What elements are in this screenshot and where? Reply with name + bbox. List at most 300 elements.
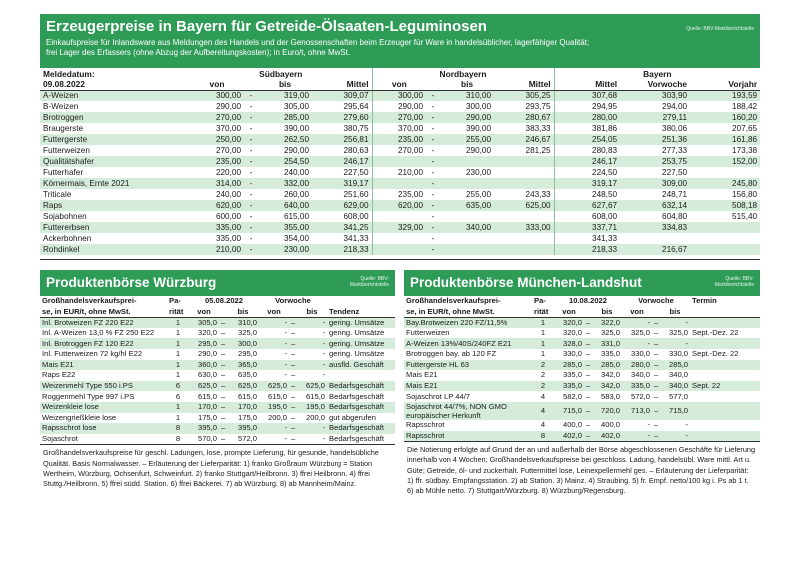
range-dash: – [221, 423, 226, 433]
vorwoche-von: - [259, 349, 289, 360]
termin [690, 420, 760, 431]
vorwoche-von: - [622, 317, 652, 328]
price-bis: 325,0 [592, 328, 622, 339]
range-dash: – [654, 430, 659, 440]
table-row [404, 328, 760, 339]
table-row [40, 338, 395, 349]
bayern-vorwoche: 216,67 [620, 244, 690, 255]
sued-bis: 319,00 [258, 90, 312, 101]
sued-von: 335,00 [190, 233, 244, 244]
description-line-1: Einkaufspreise für Inlandsware aus Meldungen des Handels und der Genossenschaften beim Erzeuger für Ware in handelsüblicher, lagerfähiger Qualität; [46, 38, 590, 47]
range-dash: – [654, 370, 659, 380]
bayern-vorjahr [690, 233, 760, 244]
range-dash: – [291, 370, 296, 380]
mue-col-von: von [622, 307, 652, 318]
range-dash: – [221, 317, 226, 327]
nord-mittel [494, 156, 554, 167]
product-name: Raps [40, 200, 190, 211]
paritaet: 2 [532, 370, 554, 381]
bayern-vorwoche: 253,75 [620, 156, 690, 167]
range-dash: – [654, 328, 659, 338]
vorwoche-von: 615,0 [259, 391, 289, 402]
nord-bis: 290,00 [440, 145, 494, 156]
range-dash: – [586, 430, 591, 440]
bayern-vorwoche: 294,00 [620, 101, 690, 112]
price-bis: 300,0 [227, 338, 259, 349]
nord-mittel [494, 244, 554, 255]
nord-dash: - [426, 145, 440, 156]
table-row [404, 360, 760, 371]
sued-dash: - [244, 189, 258, 200]
sued-von: 270,00 [190, 145, 244, 156]
product-name: Qualitätshafer [40, 156, 190, 167]
vorwoche-bis: - [297, 328, 327, 339]
nord-von: 620,00 [372, 200, 426, 211]
range-dash: – [654, 391, 659, 401]
price-von: 320,0 [554, 328, 584, 339]
tendenz: Bedarfsgeschäft [327, 381, 395, 392]
product-name: Brotroggen [40, 112, 190, 123]
vorwoche-bis: - [297, 370, 327, 381]
bayern-vorjahr [690, 222, 760, 233]
paritaet: 8 [167, 434, 189, 445]
nord-bis: 340,00 [440, 222, 494, 233]
price-von: 290,0 [189, 349, 219, 360]
tendenz: Bedarfsgeschäft [327, 402, 395, 413]
erzeugerpreise-panel [40, 14, 760, 260]
product-name: Sojaschrot 44/7%, NON GMO europäischer Herkunft [404, 402, 532, 420]
table-row [404, 338, 760, 349]
wue-col-vorwoche: Vorwoche [259, 296, 327, 307]
table-row [40, 145, 760, 156]
price-bis: 615,0 [227, 391, 259, 402]
product-name: Sojabohnen [40, 211, 190, 222]
paritaet: 4 [532, 402, 554, 420]
bayern-vorjahr: 188,42 [690, 101, 760, 112]
mue-col-von: von [554, 307, 584, 318]
nord-dash: - [426, 222, 440, 233]
range-dash: – [291, 338, 296, 348]
erzeugerpreise-table [40, 68, 760, 255]
price-von: 400,0 [554, 420, 584, 431]
vorwoche-bis: - [660, 420, 690, 431]
wue-col-product: Großhandelsverkaufsprei- [40, 296, 167, 307]
sued-dash: - [244, 167, 258, 178]
sued-mittel: 279,60 [312, 112, 372, 123]
sued-bis: 390,00 [258, 123, 312, 134]
table-row [40, 244, 760, 255]
vorwoche-bis: 577,0 [660, 391, 690, 402]
product-name: Inl. Brotroggen FZ 120 E22 [40, 338, 167, 349]
product-name: Mais E21 [404, 370, 532, 381]
wue-col-tendenz: Tendenz [327, 307, 395, 318]
col-mittel: Mittel [494, 79, 554, 90]
table-row [40, 156, 760, 167]
product-name: Raps E22 [40, 370, 167, 381]
sued-bis: 285,00 [258, 112, 312, 123]
sued-dash: - [244, 222, 258, 233]
nord-von: 270,00 [372, 112, 426, 123]
sued-dash: - [244, 178, 258, 189]
table-row [404, 431, 760, 442]
wue-col-date: 05.08.2022 [189, 296, 259, 307]
nord-dash: - [426, 134, 440, 145]
table-row [40, 101, 760, 112]
nord-bis: 230,00 [440, 167, 494, 178]
sued-bis: 615,00 [258, 211, 312, 222]
mue-col-paritaet: Pa- [532, 296, 554, 307]
wuerzburg-source: Quelle: BBV-Marktberichtstelle [349, 276, 389, 288]
bayern-vorjahr: 207,65 [690, 123, 760, 134]
bayern-vorjahr: 152,00 [690, 156, 760, 167]
tendenz [327, 370, 395, 381]
range-dash: – [654, 317, 659, 327]
table-row [404, 420, 760, 431]
product-name: Sojaschrot LP 44/7 [404, 391, 532, 402]
range-dash: – [586, 338, 591, 348]
price-von: 320,0 [189, 328, 219, 339]
range-dash: – [291, 402, 296, 412]
range-dash: – [221, 412, 226, 422]
vorwoche-bis: - [660, 338, 690, 349]
tendenz: ausfld. Geschäft [327, 360, 395, 371]
sued-bis: 355,00 [258, 222, 312, 233]
vorwoche-bis: - [297, 317, 327, 328]
sued-mittel: 295,64 [312, 101, 372, 112]
col-mittel: Mittel [312, 79, 372, 90]
wue-col-von: von [189, 307, 219, 318]
table-row [40, 189, 760, 200]
nord-bis [440, 233, 494, 244]
sued-dash: - [244, 200, 258, 211]
bayern-vorwoche: 309,00 [620, 178, 690, 189]
product-name: Futtergerste HL 63 [404, 360, 532, 371]
sued-bis: 262,50 [258, 134, 312, 145]
paritaet: 4 [532, 391, 554, 402]
nord-bis: 390,00 [440, 123, 494, 134]
range-dash: – [652, 402, 660, 420]
sued-mittel: 309,07 [312, 90, 372, 101]
range-dash: – [586, 391, 591, 401]
range-dash: – [221, 434, 226, 444]
price-bis: 310,0 [227, 317, 259, 328]
termin: Sept. 22 [690, 381, 760, 392]
vorwoche-bis: - [297, 423, 327, 434]
termin [690, 338, 760, 349]
vorwoche-von: 625,0 [259, 381, 289, 392]
sued-mittel: 319,17 [312, 178, 372, 189]
sued-von: 290,00 [190, 101, 244, 112]
range-dash: – [291, 381, 296, 391]
nord-mittel [494, 178, 554, 189]
price-von: 395,0 [189, 423, 219, 434]
bayern-vorjahr: 156,80 [690, 189, 760, 200]
range-dash: – [221, 328, 226, 338]
range-dash: – [221, 359, 226, 369]
paritaet: 1 [167, 338, 189, 349]
wue-col-paritaet-2: rität [167, 307, 189, 318]
vorwoche-bis: - [297, 434, 327, 445]
paritaet: 8 [167, 423, 189, 434]
vorwoche-bis: - [660, 317, 690, 328]
bayern-vorjahr: 160,20 [690, 112, 760, 123]
table-row [40, 402, 395, 413]
table-row [40, 90, 760, 101]
vorwoche-von: 325,0 [622, 328, 652, 339]
table-header-row-2 [40, 79, 760, 90]
paritaet: 1 [167, 360, 189, 371]
vorwoche-von: - [259, 328, 289, 339]
sued-dash: - [244, 233, 258, 244]
mue-header-row-2 [404, 307, 760, 318]
sued-bis: 240,00 [258, 167, 312, 178]
price-von: 175,0 [189, 413, 219, 424]
range-dash: – [221, 381, 226, 391]
nord-dash: - [426, 211, 440, 222]
tendenz: Bedarfsgeschäft [327, 423, 395, 434]
range-dash: – [221, 370, 226, 380]
nord-mittel: 281,25 [494, 145, 554, 156]
nord-von: 300,00 [372, 90, 426, 101]
col-von: von [190, 79, 244, 90]
sued-mittel: 380,75 [312, 123, 372, 134]
bayern-vorjahr: 515,40 [690, 211, 760, 222]
sued-dash: - [244, 112, 258, 123]
tendenz: gering. Umsätze [327, 317, 395, 328]
col-bis: bis [258, 79, 312, 90]
sued-mittel: 246,17 [312, 156, 372, 167]
vorwoche-von: 330,0 [622, 349, 652, 360]
bayern-mittel: 337,71 [554, 222, 620, 233]
product-name: Mais E21 [404, 381, 532, 392]
nord-von [372, 233, 426, 244]
mue-col-date: 10.08.2022 [554, 296, 622, 307]
product-name: Futterweizen [40, 145, 190, 156]
vorwoche-von: 280,0 [622, 360, 652, 371]
sued-bis: 260,00 [258, 189, 312, 200]
nord-bis: 255,00 [440, 189, 494, 200]
sued-von: 620,00 [190, 200, 244, 211]
price-von: 320,0 [554, 317, 584, 328]
price-bis: 325,0 [227, 328, 259, 339]
price-von: 170,0 [189, 402, 219, 413]
paritaet: 1 [167, 328, 189, 339]
bayern-mittel: 280,00 [554, 112, 620, 123]
range-dash: – [291, 328, 296, 338]
price-bis: 572,0 [227, 434, 259, 445]
range-dash: – [291, 359, 296, 369]
bayern-vorwoche: 227,50 [620, 167, 690, 178]
wue-col-von: von [259, 307, 289, 318]
nord-dash: - [426, 244, 440, 255]
table-row [40, 233, 760, 244]
sued-mittel: 608,00 [312, 211, 372, 222]
bayern-vorjahr: 173,38 [690, 145, 760, 156]
vorwoche-von: - [622, 431, 652, 442]
product-name: Weizenmehl Type 550 i.PS [40, 381, 167, 392]
vorwoche-von: - [259, 434, 289, 445]
wue-header-row-2 [40, 307, 395, 318]
bayern-vorjahr [690, 244, 760, 255]
product-name: Inl. Brotweizen FZ 220 E22 [40, 317, 167, 328]
vorwoche-bis: 615,0 [297, 391, 327, 402]
product-name: Weizenkleie lose [40, 402, 167, 413]
product-name: Brotroggen bay. ab 120 FZ [404, 349, 532, 360]
price-von: 285,0 [554, 360, 584, 371]
sued-bis: 290,00 [258, 145, 312, 156]
nord-von: 270,00 [372, 145, 426, 156]
range-dash: – [291, 434, 296, 444]
range-dash: – [291, 317, 296, 327]
sued-von: 250,00 [190, 134, 244, 145]
bayern-mittel: 608,00 [554, 211, 620, 222]
range-dash: – [221, 338, 226, 348]
muenchen-panel [404, 270, 760, 556]
bayern-mittel: 307,68 [554, 90, 620, 101]
sued-von: 240,00 [190, 189, 244, 200]
sued-bis: 354,00 [258, 233, 312, 244]
product-name: A-Weizen [40, 90, 190, 101]
sued-von: 235,00 [190, 156, 244, 167]
mue-col-paritaet-2: rität [532, 307, 554, 318]
wuerzburg-panel [40, 270, 395, 556]
price-bis: 322,0 [592, 317, 622, 328]
price-von: 295,0 [189, 338, 219, 349]
nord-bis [440, 211, 494, 222]
price-bis: 285,0 [592, 360, 622, 371]
muenchen-footnote: Die Notierung erfolgte auf Grund der an und außerhalb der Börse abgeschlossenen Geschäfte für Lieferung innerhalb von 4 Wochen; Großhandelsverkaufspreise bei geschloss. Ladung, handelsübl. Ware mittl. Art u. Güte; Getreide, öl- und zuckerhalt. Futtermittel lose, Leinexpellermehl ges. – Erläuterung der Lieferparität: 1) ffr. südbay. Empfangsstation. 2) ab Station. 3) Mainz. 4) Straubing. 5) fr. Empf. netto/100 kg i. Ps ab 1 t. 6) ab Mühle netto. 7) Stuttgart/Würzburg. 8) Würzburg/Regensburg. [404, 441, 760, 499]
vorwoche-von: - [622, 420, 652, 431]
bayern-vorwoche [620, 233, 690, 244]
sued-von: 335,00 [190, 222, 244, 233]
bayern-vorjahr: 161,86 [690, 134, 760, 145]
product-name: Mais E21 [40, 360, 167, 371]
sued-mittel: 341,33 [312, 233, 372, 244]
range-dash: – [586, 349, 591, 359]
product-name: Inl. Futterweizen 72 kg/hl E22 [40, 349, 167, 360]
product-name: Futtererbsen [40, 222, 190, 233]
vorwoche-von: - [259, 423, 289, 434]
wue-col-bis: bis [297, 307, 327, 318]
table-row [40, 211, 760, 222]
bayern-vorwoche: 248,71 [620, 189, 690, 200]
nord-mittel [494, 211, 554, 222]
paritaet: 8 [532, 431, 554, 442]
range-dash: – [586, 381, 591, 391]
wue-col-product-2: se, in EUR/t, ohne MwSt. [40, 307, 167, 318]
nord-bis: 290,00 [440, 112, 494, 123]
bayern-vorjahr: 508,18 [690, 200, 760, 211]
bayern-mittel: 627,67 [554, 200, 620, 211]
product-name: Roggenmehl Type 997 i.PS [40, 391, 167, 402]
vorwoche-bis: 625,0 [297, 381, 327, 392]
vorwoche-von: - [259, 338, 289, 349]
nord-von [372, 178, 426, 189]
termin [690, 431, 760, 442]
nord-von: 329,00 [372, 222, 426, 233]
price-von: 570,0 [189, 434, 219, 445]
range-dash: – [654, 349, 659, 359]
bayern-vorwoche: 632,14 [620, 200, 690, 211]
price-von: 330,0 [554, 349, 584, 360]
product-name: Rapsschrot lose [40, 423, 167, 434]
tendenz: gering. Umsätze [327, 349, 395, 360]
nord-von [372, 156, 426, 167]
tendenz: Bedarfsgeschäft [327, 391, 395, 402]
price-bis: 342,0 [592, 381, 622, 392]
table-row [40, 370, 395, 381]
range-dash: – [291, 412, 296, 422]
col-vorjahr: Vorjahr [690, 79, 760, 90]
table-row [40, 167, 760, 178]
muenchen-header [404, 270, 760, 296]
nord-dash: - [426, 101, 440, 112]
bayern-mittel: 280,83 [554, 145, 620, 156]
price-bis: 395,0 [227, 423, 259, 434]
range-dash: – [654, 420, 659, 430]
table-row [40, 349, 395, 360]
vorwoche-von: 195,0 [259, 402, 289, 413]
range-dash: – [586, 420, 591, 430]
nord-von: 235,00 [372, 134, 426, 145]
sued-dash: - [244, 244, 258, 255]
paritaet: 2 [532, 360, 554, 371]
wuerzburg-footnote: Großhandelsverkaufspreise für geschl. Ladungen, lose, prompte Lieferung, für gesunde, handelsübliche Qualität. Basis Normalwasser. – Erläuterung der Lieferparität: 1) franko Großraum Würzburg = Station Wertheim, Würzburg, Ochsenfurt, Schweinfurt. 2) franko Stuttgart/Heilbronn. 3) ffrei Heilbronn. 4) ffrei Stuttg./Heilbronn. 5) ffrei südd. Station. 6) ffrei Bäckerei. 7) ab Würzburg. 8) ab Mannheim/Mainz. [40, 444, 395, 492]
product-name: A-Weizen 13%/40S/240FZ E21 [404, 338, 532, 349]
sued-mittel: 218,33 [312, 244, 372, 255]
sued-dash: - [244, 101, 258, 112]
table-row [404, 391, 760, 402]
product-name: Inl. A-Weizen 13,0 % FZ 250 E22 [40, 328, 167, 339]
nord-mittel: 293,75 [494, 101, 554, 112]
muenchen-title: Produktenbörse München-Landshut [410, 275, 642, 290]
sued-bis: 640,00 [258, 200, 312, 211]
nord-mittel: 305,25 [494, 90, 554, 101]
termin [690, 402, 760, 420]
vorwoche-bis: 195,0 [297, 402, 327, 413]
nord-dash: - [426, 233, 440, 244]
sued-bis: 254,50 [258, 156, 312, 167]
sued-dash: - [244, 211, 258, 222]
nord-mittel: 243,33 [494, 189, 554, 200]
price-bis: 400,0 [592, 420, 622, 431]
bayern-mittel: 218,33 [554, 244, 620, 255]
sued-mittel: 251,60 [312, 189, 372, 200]
product-name: Sojaschrot [40, 434, 167, 445]
sued-dash: - [244, 90, 258, 101]
nord-von [372, 211, 426, 222]
sued-mittel: 341,25 [312, 222, 372, 233]
vorwoche-von: - [622, 338, 652, 349]
range-dash: – [586, 370, 591, 380]
region-nordbayern: Nordbayern [372, 68, 554, 79]
region-suedbayern: Südbayern [190, 68, 372, 79]
product-name: Rohdinkel [40, 244, 190, 255]
price-bis: 365,0 [227, 360, 259, 371]
paritaet: 1 [167, 349, 189, 360]
table-row [404, 402, 760, 420]
table-row [404, 317, 760, 328]
bayern-mittel: 248,50 [554, 189, 620, 200]
sued-bis: 305,00 [258, 101, 312, 112]
nord-dash: - [426, 200, 440, 211]
table-row [40, 328, 395, 339]
range-dash: – [584, 402, 592, 420]
nord-mittel: 280,67 [494, 112, 554, 123]
mue-col-product-2: se, in EUR/t, ohne MwSt. [404, 307, 532, 318]
nord-mittel [494, 167, 554, 178]
bayern-mittel: 254,05 [554, 134, 620, 145]
